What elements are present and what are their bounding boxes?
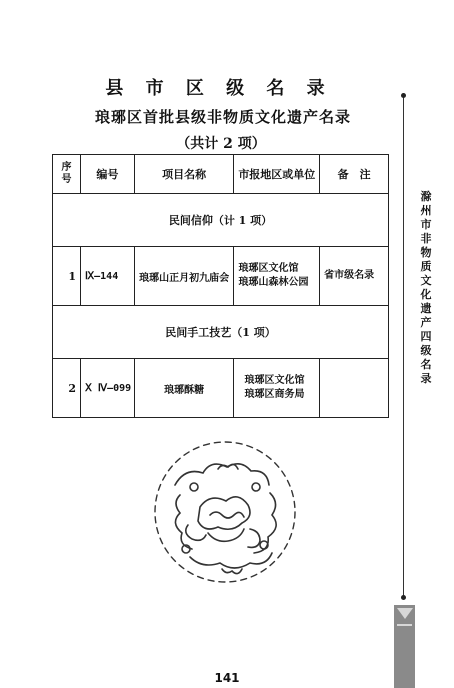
table-header-row — [53, 155, 389, 194]
rule-dot — [401, 93, 406, 98]
cell-code: Ⅹ Ⅳ—099 — [80, 359, 134, 418]
category-row — [53, 306, 389, 359]
header-code: 编号 — [80, 155, 134, 194]
tab-stripe — [397, 624, 412, 626]
page-number: 141 — [214, 671, 240, 685]
category-label: 民间信仰（计 1 项） — [53, 194, 389, 247]
table-row — [53, 247, 389, 306]
sidebar-chapter-label: 滁州市非物质文化遗产 四级名录 — [420, 190, 443, 385]
unit-line: 琅琊区文化馆 — [238, 263, 299, 274]
item-count: （共计 2 项） — [176, 136, 266, 152]
unit-line: 琅琊山森林公园 — [238, 277, 309, 288]
cell-note — [320, 359, 389, 418]
cell-unit — [234, 359, 320, 418]
unit-line: 琅琊区文化馆 — [244, 375, 305, 386]
rule-dot — [401, 595, 406, 600]
cell-note: 省市级名录 — [320, 247, 389, 306]
cell-seq: 1 — [53, 247, 81, 306]
margin-rule — [403, 95, 404, 597]
cell-seq: 2 — [53, 359, 81, 418]
header-name: 项目名称 — [134, 155, 234, 194]
unit-line: 琅琊区商务局 — [244, 389, 305, 400]
category-row — [53, 194, 389, 247]
heritage-table — [52, 154, 389, 418]
category-label: 民间手工技艺（1 项） — [53, 306, 389, 359]
header-note: 备 注 — [320, 155, 389, 194]
list-title: 琅琊区首批县级非物质文化遗产名录 — [94, 108, 351, 126]
section-title: 县 市 区 级 名 录 — [105, 78, 333, 99]
cell-name: 琅琊酥糖 — [134, 359, 234, 418]
cell-name: 琅琊山正月初九庙会 — [134, 247, 234, 306]
tab-arrow-icon — [397, 608, 413, 619]
table-row — [53, 359, 389, 418]
cloud-dragon-emblem — [150, 437, 300, 587]
cell-code: Ⅸ—144 — [80, 247, 134, 306]
header-unit: 市报地区或单位 — [234, 155, 320, 194]
cell-unit — [234, 247, 320, 306]
header-seq: 序号 — [53, 155, 81, 194]
